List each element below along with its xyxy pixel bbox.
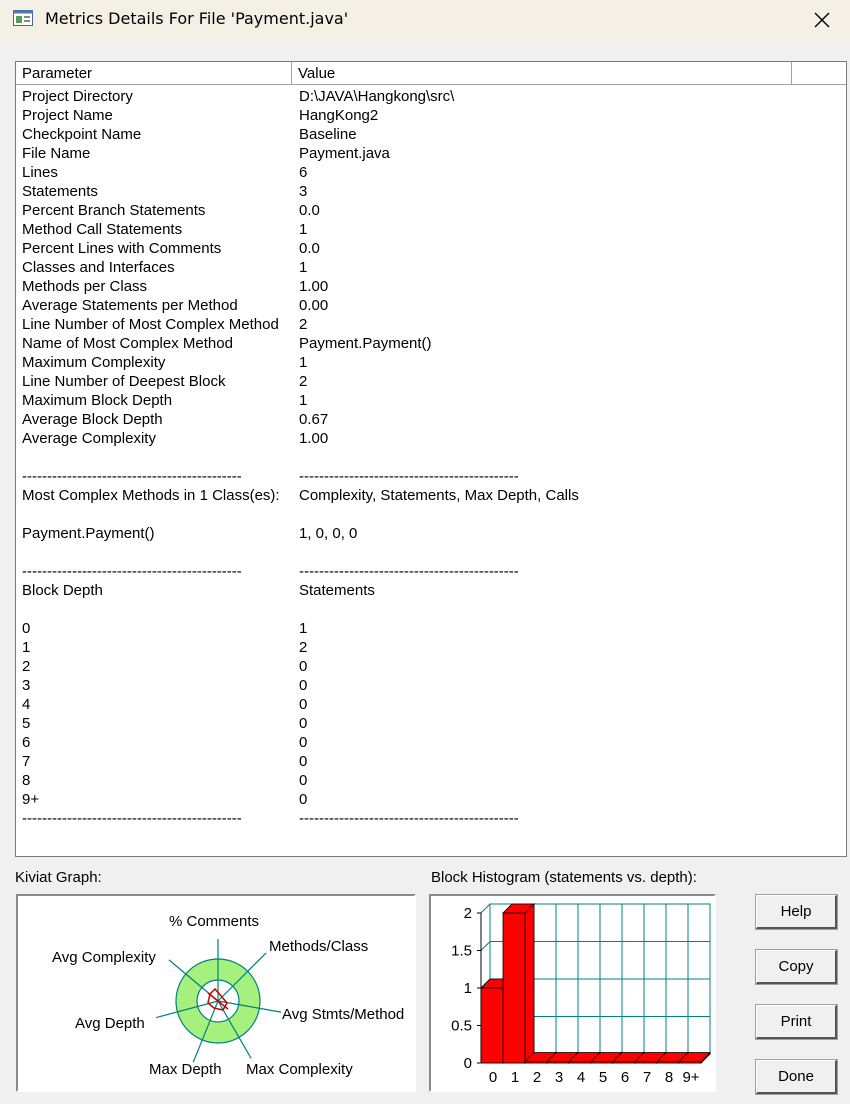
kiviat-axis-label: Avg Complexity [52,949,156,966]
row-parameter: 7 [22,753,31,770]
row-parameter: -------------------------------------------- [22,810,242,827]
table-row[interactable] [16,524,846,543]
histogram-x-tick-label: 4 [576,1069,586,1086]
kiviat-label: Kiviat Graph: [15,869,102,886]
table-row[interactable] [16,296,846,315]
row-value: 0.67 [299,411,329,428]
kiviat-axis-label: % Comments [169,913,260,930]
histogram-y-tick-label: 1.5 [451,942,472,960]
histogram-x-tick-label: 6 [620,1069,630,1086]
table-row[interactable] [16,372,846,391]
kiviat-axis-label: Max Depth [149,1061,222,1078]
row-parameter: 8 [22,772,31,789]
table-row[interactable] [16,771,846,790]
row-value: 1 [299,221,308,238]
histogram-x-tick-label: 5 [598,1069,608,1086]
table-row[interactable] [16,182,846,201]
row-value: 0 [299,791,308,808]
row-parameter: 0 [22,620,31,637]
row-value: 1 [299,354,308,371]
table-row[interactable] [16,505,846,524]
kiviat-axis-label: Methods/Class [269,938,369,955]
table-row[interactable] [16,144,846,163]
column-header-empty [792,62,847,84]
row-parameter: Line Number of Most Complex Method [22,316,279,333]
table-row[interactable] [16,391,846,410]
block-histogram [429,894,716,1092]
table-row[interactable] [16,448,846,467]
row-parameter: Project Directory [22,88,133,105]
row-parameter: 5 [22,715,31,732]
row-parameter: Payment.Payment() [22,525,155,542]
row-parameter: -------------------------------------------- [22,563,242,580]
histogram-x-tick-label: 2 [532,1069,542,1086]
row-parameter: Checkpoint Name [22,126,142,143]
row-value: 1.00 [299,430,329,447]
close-icon [814,12,830,28]
table-row[interactable] [16,695,846,714]
row-parameter: Percent Branch Statements [22,202,206,219]
table-row[interactable] [16,581,846,600]
table-row[interactable] [16,600,846,619]
table-row[interactable] [16,676,846,695]
histogram-x-tick-label: 0 [488,1069,498,1086]
row-value: 1 [299,259,308,276]
app-window-icon [13,10,33,26]
row-value: 0.0 [299,202,320,219]
table-row[interactable] [16,486,846,505]
table-row[interactable] [16,315,846,334]
histogram-chart [431,896,714,1090]
row-value: -------------------------------------------- [299,810,519,827]
kiviat-axis-label: Avg Stmts/Method [282,1006,405,1023]
histogram-grid-side [481,904,490,913]
table-row[interactable] [16,106,846,125]
column-header-parameter[interactable]: Parameter [16,62,292,84]
done-button[interactable]: Done [756,1060,837,1094]
metrics-list[interactable] [15,61,847,857]
histogram-grid-side [481,942,490,951]
row-parameter: Average Complexity [22,430,156,447]
table-row[interactable] [16,410,846,429]
row-parameter: Average Block Depth [22,411,163,428]
row-parameter: Average Statements per Method [22,297,238,314]
row-value: Payment.Payment() [299,335,432,352]
table-row[interactable] [16,467,846,486]
row-value: Baseline [299,126,357,143]
row-parameter: 9+ [22,791,40,808]
help-button[interactable]: Help [756,895,837,929]
row-parameter: 1 [22,639,31,656]
list-header [16,62,846,85]
histogram-y-tick-label: 2 [463,905,472,922]
table-row[interactable] [16,619,846,638]
table-row[interactable] [16,562,846,581]
table-row[interactable] [16,201,846,220]
row-value: 0.00 [299,297,329,314]
row-value: -------------------------------------------- [299,563,519,580]
row-parameter: Statements [22,183,98,200]
histogram-x-tick-label: 7 [642,1069,652,1086]
row-parameter: Block Depth [22,582,103,599]
histogram-y-tick-label: 0 [463,1055,472,1072]
row-parameter: Name of Most Complex Method [22,335,233,352]
row-value: 0 [299,658,308,675]
table-row[interactable] [16,220,846,239]
row-value: 0 [299,753,308,770]
histogram-x-tick-label: 3 [554,1069,564,1086]
close-button[interactable] [794,0,850,40]
row-value: -------------------------------------------- [299,468,519,485]
row-parameter: Maximum Block Depth [22,392,173,409]
row-value: 1 [299,392,308,409]
row-parameter: Methods per Class [22,278,148,295]
kiviat-axis-label: Avg Depth [75,1015,145,1032]
row-value: Statements [299,582,375,599]
kiviat-graph [16,894,416,1092]
histogram-bar [503,904,534,1063]
table-row[interactable] [16,733,846,752]
table-row[interactable] [16,790,846,809]
window-title: Metrics Details For File 'Payment.java' [45,9,349,28]
table-row[interactable] [16,258,846,277]
row-parameter: Lines [22,164,58,181]
print-button[interactable]: Print [756,1005,837,1039]
row-parameter: Line Number of Deepest Block [22,373,226,390]
row-value: 2 [299,373,308,390]
histogram-label: Block Histogram (statements vs. depth): [431,869,697,886]
row-parameter: 2 [22,658,31,675]
copy-button[interactable]: Copy [756,950,837,984]
table-row[interactable] [16,353,846,372]
row-parameter: Maximum Complexity [22,354,166,371]
row-value: 0 [299,734,308,751]
row-value: 0 [299,696,308,713]
table-row[interactable] [16,714,846,733]
row-value: Complexity, Statements, Max Depth, Calls [299,487,579,504]
row-value: D:\JAVA\Hangkong\src\ [299,88,455,105]
row-value: 2 [299,316,308,333]
row-value: HangKong2 [299,107,379,124]
table-row[interactable] [16,543,846,562]
row-value: 3 [299,183,308,200]
row-value: 2 [299,639,308,656]
row-value: 0 [299,772,308,789]
row-value: 1, 0, 0, 0 [299,525,358,542]
row-value: 1.00 [299,278,329,295]
row-value: 0 [299,677,308,694]
row-value: 0 [299,715,308,732]
histogram-x-tick-label: 9+ [682,1069,700,1086]
row-parameter: Method Call Statements [22,221,183,238]
table-row[interactable] [16,87,846,106]
row-parameter: 3 [22,677,31,694]
table-row[interactable] [16,809,846,828]
table-row[interactable] [16,277,846,296]
row-parameter: -------------------------------------------- [22,468,242,485]
table-row[interactable] [16,334,846,353]
table-row[interactable] [16,239,846,258]
title-bar [0,0,850,42]
column-header-value[interactable]: Value [292,62,792,84]
row-parameter: 6 [22,734,31,751]
table-row[interactable] [16,429,846,448]
table-row[interactable] [16,752,846,771]
list-rows [16,87,846,828]
kiviat-chart [18,896,414,1090]
row-parameter: Classes and Interfaces [22,259,175,276]
row-parameter: 4 [22,696,31,713]
histogram-y-tick-label: 1 [463,980,472,997]
histogram-x-tick-label: 8 [664,1069,674,1086]
row-parameter: Most Complex Methods in 1 Class(es): [22,487,280,504]
row-value: 6 [299,164,308,181]
histogram-x-tick-label: 1 [510,1069,520,1086]
row-value: 1 [299,620,308,637]
row-parameter: Project Name [22,107,113,124]
table-row[interactable] [16,163,846,182]
table-row[interactable] [16,638,846,657]
row-parameter: File Name [22,145,91,162]
row-value: Payment.java [299,145,390,162]
histogram-y-tick-label: 0.5 [451,1017,472,1035]
kiviat-axis-label: Max Complexity [246,1061,353,1078]
row-parameter: Percent Lines with Comments [22,240,222,257]
row-value: 0.0 [299,240,320,257]
table-row[interactable] [16,657,846,676]
table-row[interactable] [16,125,846,144]
